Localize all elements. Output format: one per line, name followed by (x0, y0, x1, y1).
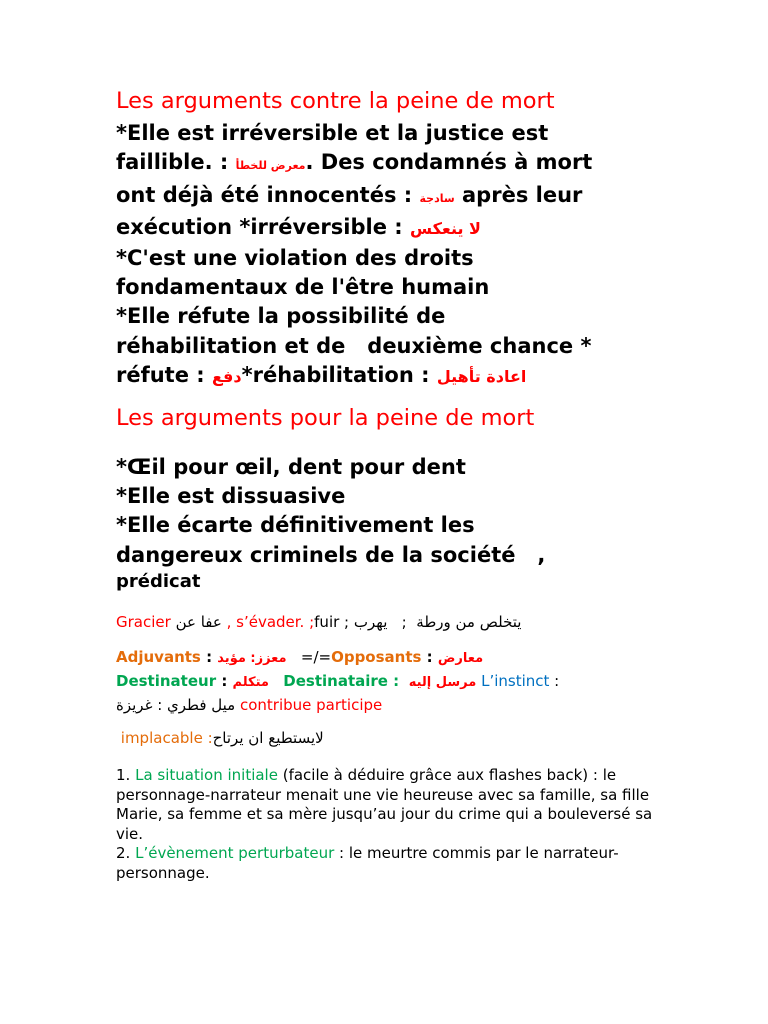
arabic-translation: لايستطيع ان يرتاح (212, 729, 324, 748)
text-segment: : (549, 672, 560, 691)
section-title-contre: Les arguments contre la peine de mort (116, 88, 555, 114)
arabic-translation: يتخلص من ورطة ; يهرب (353, 613, 522, 632)
arabic-translation: عفا عن (175, 613, 222, 632)
vocab-term: , s’évader. ; (221, 613, 315, 632)
arabic-translation: لا ينعكس (409, 219, 481, 239)
vocab-gracier (116, 612, 661, 632)
step-number: 1. (116, 766, 136, 785)
step-text: : le meurtre commis par le narrateur-personnage. (116, 844, 619, 882)
step-number: 2. (116, 844, 136, 863)
text-segment: faillible. : (116, 150, 236, 175)
arabic-translation: سادجة (419, 191, 455, 205)
argument-line: *Elle est dissuasive (116, 484, 346, 509)
instinct-label: L’instinct (481, 672, 550, 691)
adjuvants-label: Adjuvants (116, 648, 201, 667)
arguments-pour-block (116, 453, 661, 595)
instinct-line (116, 694, 661, 716)
text-segment: : (216, 672, 233, 691)
story-step-2 (116, 844, 661, 883)
story-structure (116, 766, 661, 883)
argument-line (116, 181, 661, 213)
argument-line: *Elle écarte définitivement les (116, 513, 475, 538)
arabic-translation: دفع (212, 367, 242, 387)
argument-line: réhabilitation et de deuxième chance * (116, 333, 592, 358)
text-segment: . Des condamnés à mort (305, 150, 593, 175)
text-segment: : (421, 648, 438, 667)
argument-line: *Elle réfute la possibilité de (116, 304, 446, 329)
opposants-label: Opposants (331, 648, 422, 667)
actantial-schema (116, 646, 661, 716)
argument-line (116, 361, 661, 391)
argument-line: *Œil pour œil, dent pour dent (116, 454, 466, 479)
step-label: L’évènement perturbateur (135, 844, 335, 863)
arabic-translation: معرض للخطأ (235, 159, 306, 173)
argument-line: *Elle est irréversible et la justice est (116, 121, 549, 145)
predicat-label: prédicat (116, 571, 201, 593)
contribue-term: contribue participe (239, 696, 383, 715)
argument-line: *C'est une violation des droits (116, 245, 474, 270)
story-step-1 (116, 766, 661, 844)
argument-line (116, 213, 661, 243)
argument-line: fondamentaux de l'être humain (116, 275, 490, 300)
vocab-term: Gracier (116, 613, 171, 632)
step-text: (facile à déduire grâce aux flashes back) : le personnage-narrateur menait une vie heureuse avec sa famille, sa fille Marie, sa femme et sa mère jusqu’au jour du crime qui a bouleversé sa vie. (116, 766, 653, 843)
argument-line: dangereux criminels de la société , (116, 542, 546, 567)
destinateur-line (116, 670, 661, 694)
document-page (116, 86, 661, 883)
argument-line (116, 148, 661, 180)
arabic-translation: معزز: مؤيد (217, 651, 287, 667)
section-title-pour: Les arguments pour la peine de mort (116, 404, 535, 431)
implacable-label: implacable : (120, 729, 213, 748)
destinateur-label: Destinateur (116, 672, 217, 691)
arabic-translation: اعادة تأهيل (436, 367, 527, 387)
text-segment: : (200, 648, 218, 667)
destinataire-label: Destinataire : (283, 672, 400, 691)
arguments-contre-block (116, 119, 661, 392)
text-segment: ont déjà été innocentés : (116, 182, 420, 207)
text-segment: exécution *irréversible : (116, 215, 410, 240)
text-segment: après leur (454, 182, 583, 207)
arabic-translation: متكلم (232, 675, 269, 691)
text-segment: réfute : (116, 363, 212, 388)
adjuvants-line (116, 646, 661, 670)
arabic-translation: معارض (437, 651, 484, 667)
text-segment: *réhabilitation : (241, 363, 437, 388)
vocab-implacable (116, 728, 661, 748)
arabic-translation: ميل فطري : غريزة (116, 696, 236, 715)
step-label: La situation initiale (135, 766, 278, 785)
vocab-term: fuir ; (314, 613, 350, 632)
text-segment: =/= (286, 648, 332, 667)
arabic-translation: مرسل إليه (408, 675, 477, 691)
